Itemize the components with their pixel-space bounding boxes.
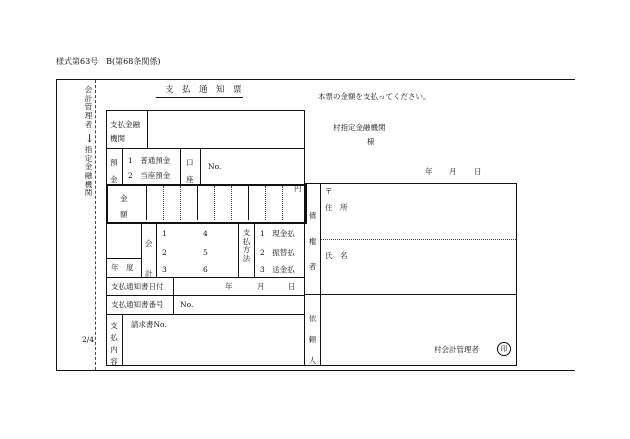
deposit-label: 預金: [110, 158, 118, 185]
side-top-label: 会計管理者: [84, 85, 93, 129]
side-separator: [95, 80, 96, 370]
amount-label: 金額: [120, 194, 128, 219]
account-no-label: No.: [208, 162, 222, 171]
requester-label: 依頼人: [308, 314, 317, 365]
name-label: 氏 名: [325, 251, 348, 260]
claim-no-label: 請求書No.: [131, 320, 167, 329]
nendo-label: 年 度: [111, 263, 134, 272]
notice-date-year: 年: [225, 282, 233, 291]
notice-date-day: 日: [288, 282, 296, 291]
bank-label: 支払金融機関: [110, 120, 140, 144]
notice-date-month: 月: [257, 282, 265, 291]
account-num-2: 2: [162, 248, 167, 257]
method-1: 1 現金払: [260, 229, 295, 238]
side-bottom-label: 指定金融機関: [84, 145, 93, 198]
address-label: 住 所: [325, 203, 348, 212]
left-rule: [56, 79, 57, 371]
method-3: 3 送金払: [260, 265, 295, 274]
form-id: 様式第63号 B(第68条関係): [56, 57, 161, 66]
deposit-option-2: 2 当座預金: [128, 171, 171, 180]
amount-box: [106, 184, 307, 224]
title-underline: [156, 97, 243, 98]
yen-label: 円: [294, 184, 302, 193]
date-year: 年: [425, 167, 433, 176]
date-day: 日: [474, 167, 482, 176]
account-label: 会計: [145, 239, 153, 278]
koza-label: 口座: [186, 158, 194, 185]
account-num-4: 4: [203, 229, 208, 238]
method-2: 2 振替払: [260, 248, 295, 257]
postal-mark: 〒: [325, 187, 333, 196]
account-num-1: 1: [162, 229, 167, 238]
deposit-option-1: 1 普通預金: [128, 156, 171, 165]
notice-no-value: No.: [180, 300, 194, 309]
top-rule: [56, 79, 575, 80]
addressee-sama: 様: [367, 137, 375, 146]
page-title: 支 払 通 知 票: [165, 85, 242, 95]
account-num-5: 5: [203, 248, 208, 257]
creditor-label: 債権者: [308, 211, 317, 271]
notice-date-label: 支払通知書日付: [111, 282, 164, 291]
side-arrow: ↓: [85, 132, 95, 145]
notice-no-label: 支払通知書番号: [111, 300, 164, 309]
account-num-3: 3: [162, 265, 167, 274]
official-title: 村会計管理者: [434, 345, 479, 354]
addressee-org: 村指定金融機関: [333, 123, 386, 132]
seal-mark: 印: [497, 342, 511, 356]
content-label: 支払内容: [110, 321, 118, 366]
request-text: 本票の金額を支払ってください。: [318, 92, 431, 101]
side-page: 2/4: [82, 335, 95, 344]
account-num-6: 6: [203, 265, 208, 274]
method-label: 支払方法: [242, 228, 251, 263]
date-month: 月: [449, 167, 457, 176]
